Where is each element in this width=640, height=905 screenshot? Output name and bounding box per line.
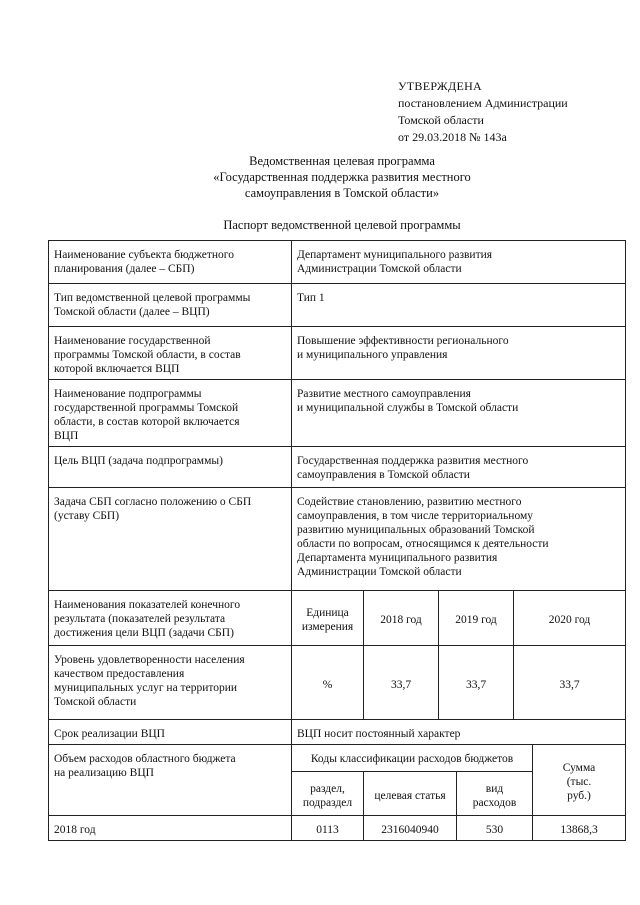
fy-section: 0113 [292,816,364,841]
type-label: Тип ведомственной целевой программы Томской области (далее – ВЦП) [49,284,292,327]
type-value: Тип 1 [292,284,626,327]
section-header: раздел, подраздел [292,772,364,816]
approval-region: Томской области [398,113,484,127]
approval-stamp [398,78,568,146]
satisfaction-2019: 33,7 [439,646,514,720]
row-satisfaction [49,646,626,720]
indicators-label: Наименования показателей конечного результата (показателей результата достижения цели ВЦП (задачи СБП) [49,591,292,646]
term-label: Срок реализации ВЦП [49,720,292,745]
goal-label: Цель ВЦП (задача подпрограммы) [49,447,292,488]
title-line-1: Ведомственная целевая программа [249,154,435,168]
row-fy-2018 [49,816,626,841]
year-2020-header: 2020 год [514,591,626,646]
row-type [49,284,626,327]
fy-label: 2018 год [49,816,292,841]
target-article-header: целевая статья [364,772,457,816]
approval-date-number: от 29.03.2018 № 143а [398,130,507,144]
task-value: Содействие становлению, развитию местного самоуправления, в том числе территориальному развитию муниципальных образований Томской области по вопросам, относящимся к деятельности Департамента муниципального развития Администрации Томской области [292,488,626,591]
satisfaction-2020: 33,7 [514,646,626,720]
year-2019-header: 2019 год [439,591,514,646]
sum-header: Сумма (тыс. руб.) [533,745,626,816]
fy-expense-kind: 530 [457,816,533,841]
sbp-label: Наименование субъекта бюджетного планирования (далее – СБП) [49,241,292,284]
row-state-program [49,327,626,380]
fy-sum: 13868,3 [533,816,626,841]
task-label: Задача СБП согласно положению о СБП (уставу СБП) [49,488,292,591]
state-program-label: Наименование государственной программы Томской области, в состав которой включается ВЦП [49,327,292,380]
goal-value: Государственная поддержка развития местного самоуправления в Томской области [292,447,626,488]
title-line-2: «Государственная поддержка развития местного [213,170,471,184]
passport-table [48,240,626,841]
row-budget-header [49,745,626,772]
row-term [49,720,626,745]
satisfaction-2018: 33,7 [364,646,439,720]
satisfaction-label: Уровень удовлетворенности населения качеством предоставления муниципальных услуг на территории Томской области [49,646,292,720]
row-indicators-header [49,591,626,646]
fy-target-article: 2316040940 [364,816,457,841]
row-subprogram [49,380,626,447]
title-line-3: самоуправления в Томской области» [244,186,440,200]
satisfaction-unit: % [292,646,364,720]
term-value: ВЦП носит постоянный характер [292,720,626,745]
subprogram-value: Развитие местного самоуправления и муниципальной службы в Томской области [292,380,626,447]
budget-label: Объем расходов областного бюджета на реализацию ВЦП [49,745,292,816]
codes-header: Коды классификации расходов бюджетов [292,745,533,772]
passport-title: Паспорт ведомственной целевой программы [223,218,461,232]
year-2018-header: 2018 год [364,591,439,646]
row-task [49,488,626,591]
row-sbp [49,241,626,284]
row-goal [49,447,626,488]
approval-resolution: постановлением Администрации [398,96,568,110]
expense-kind-header: вид расходов [457,772,533,816]
state-program-value: Повышение эффективности регионального и муниципального управления [292,327,626,380]
document-title [60,153,624,201]
sbp-value: Департамент муниципального развития Администрации Томской области [292,241,626,284]
approval-heading: УТВЕРЖДЕНА [398,79,483,93]
subprogram-label: Наименование подпрограммы государственной программы Томской области, в состав которой включается ВЦП [49,380,292,447]
unit-header: Единица измерения [292,591,364,646]
